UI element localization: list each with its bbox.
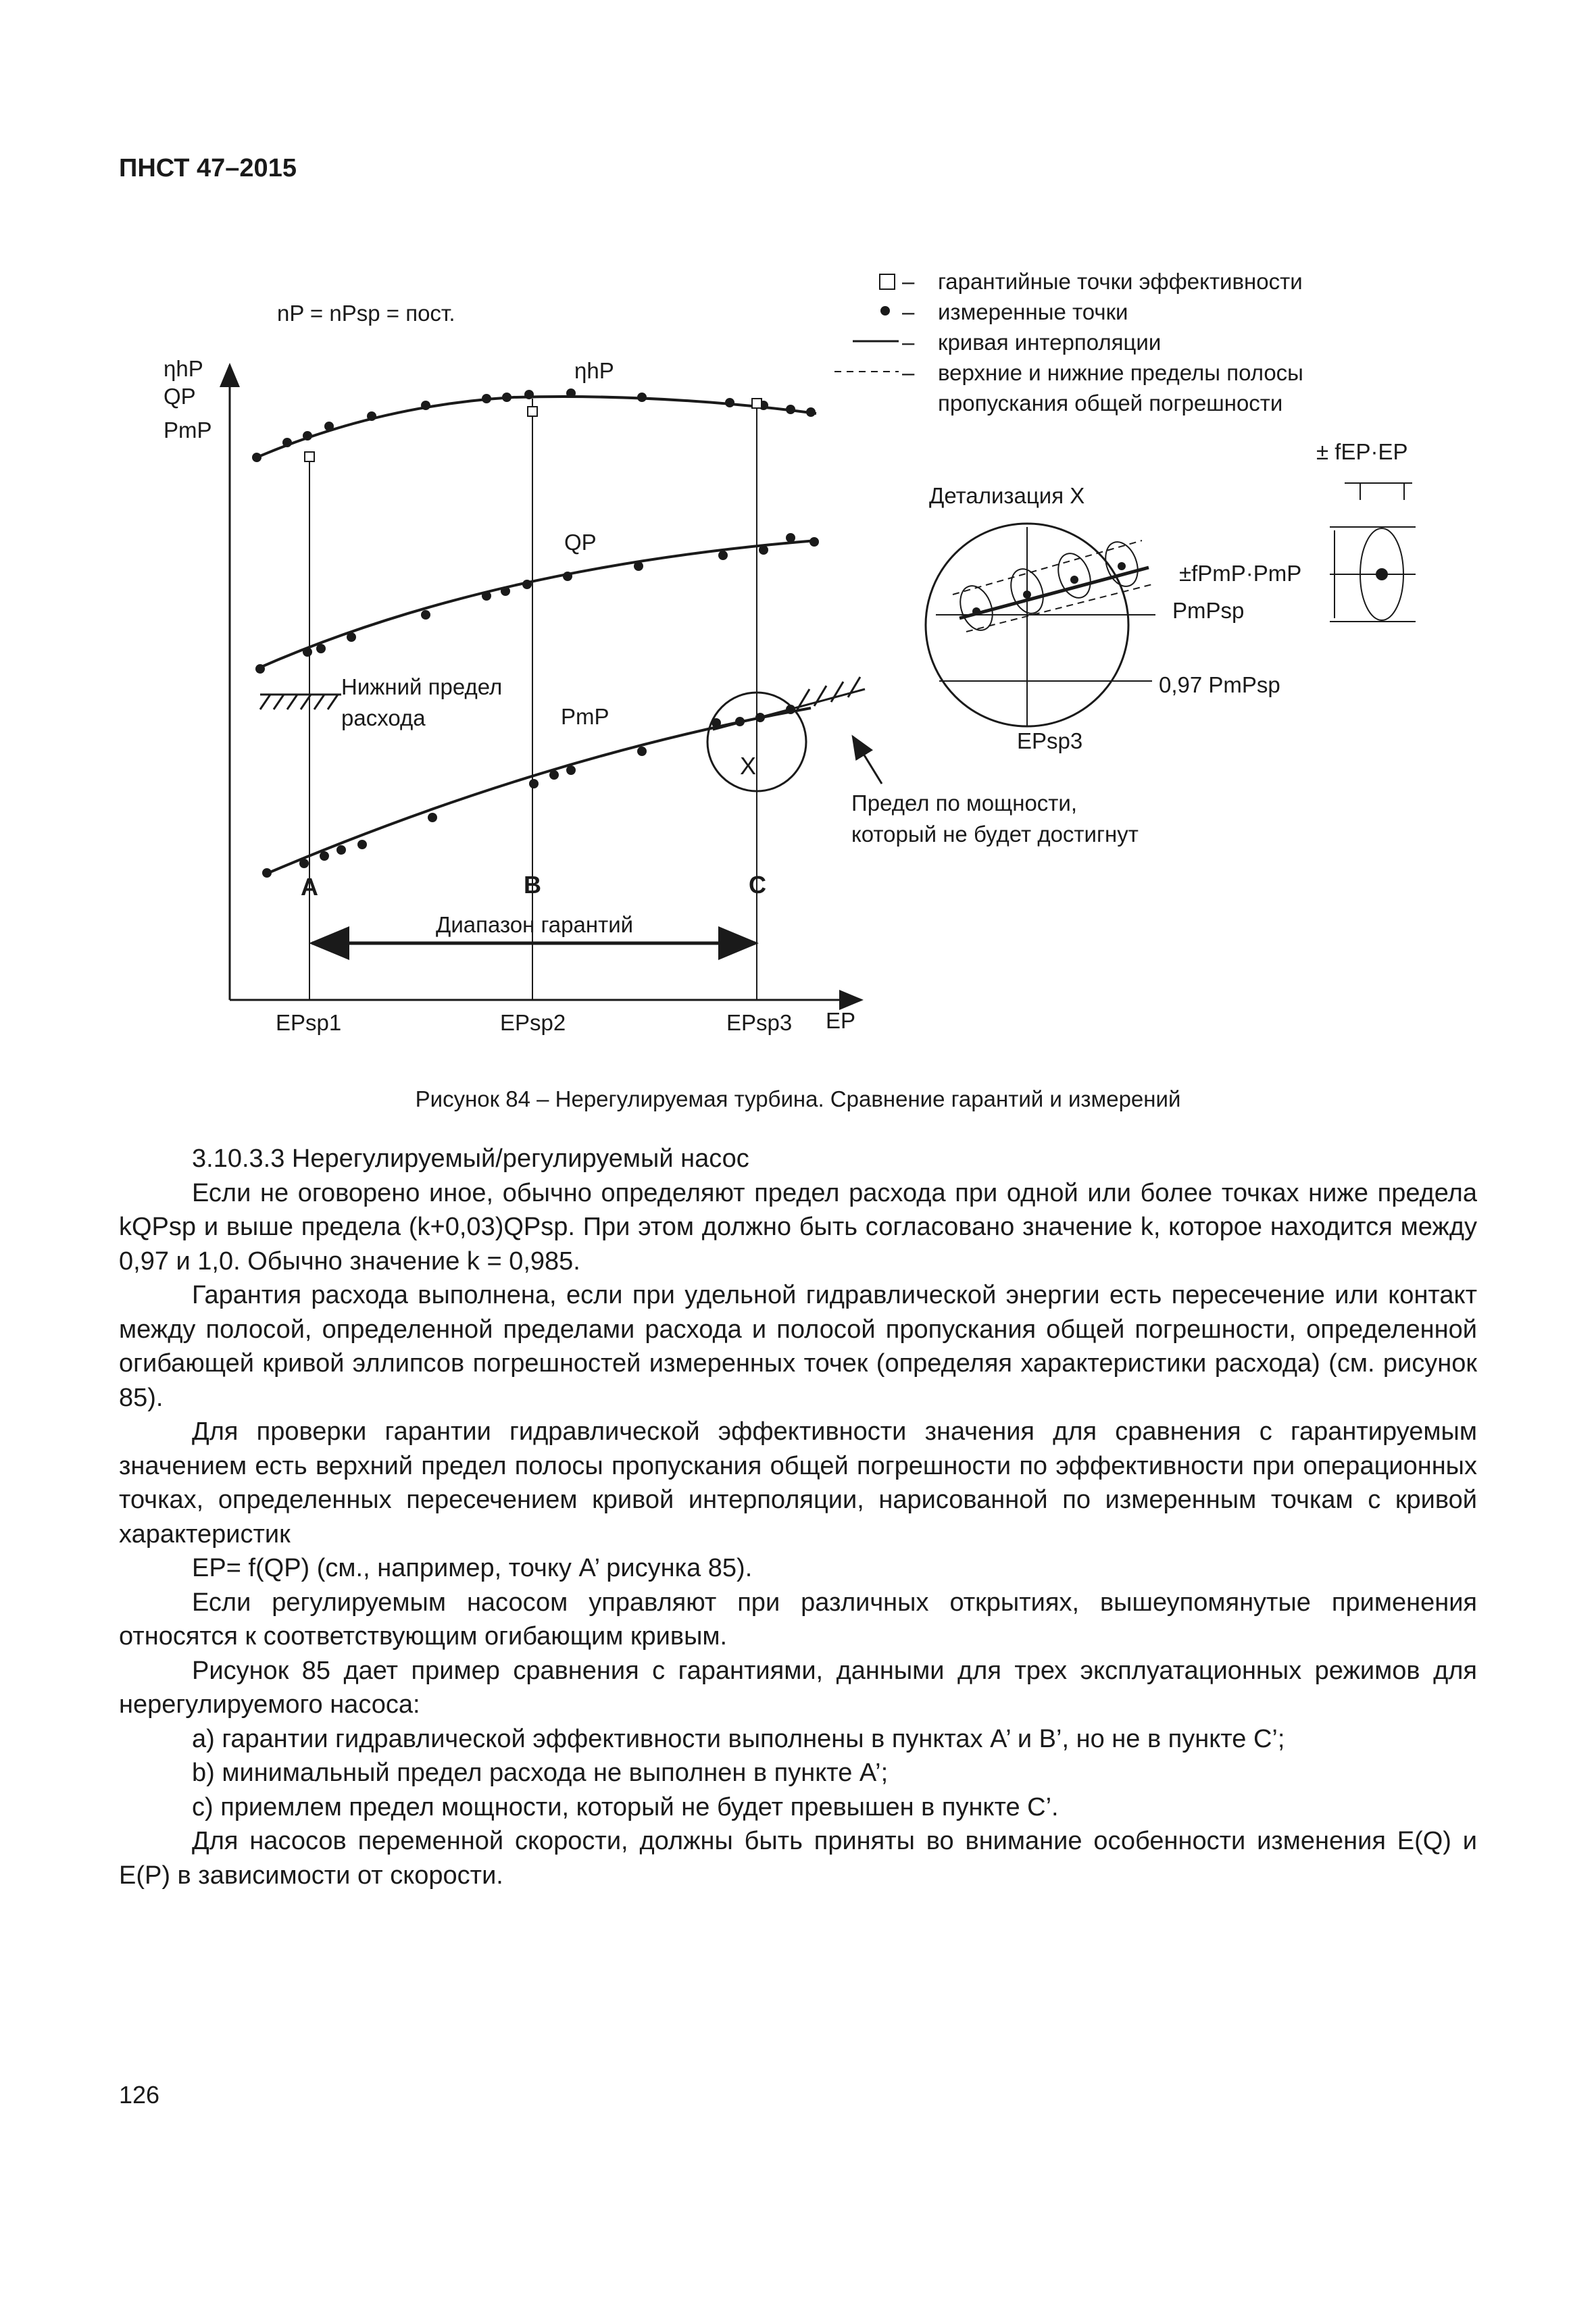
- tolerance-ellipse-view: [1316, 439, 1416, 622]
- legend-interpolation: кривая интерполяции: [938, 330, 1162, 355]
- legend-dot-icon: [880, 306, 890, 316]
- svg-text:–: –: [902, 269, 915, 294]
- body-text: [119, 1142, 1477, 1892]
- q-curve-label: QP: [564, 530, 597, 555]
- x-tick-1: EPsp1: [276, 1010, 342, 1035]
- detail-x-marker: X: [740, 752, 757, 780]
- figure-caption: Рисунок 84 – Нерегулируемая турбина. Сравнение гарантий и измерений: [415, 1086, 1181, 1111]
- section-heading: 3.10.3.3 Нерегулируемый/регулируемый насос: [192, 1145, 749, 1173]
- power-limit-label-1: Предел по мощности,: [851, 790, 1078, 815]
- point-b-label: B: [524, 871, 541, 899]
- power-limit-label-2: который не будет достигнут: [851, 822, 1139, 847]
- guarantee-range-label: Диапазон гарантий: [436, 912, 634, 937]
- point-a-label: A: [301, 873, 318, 901]
- eta-curve-label: ηhP: [574, 358, 614, 383]
- list-item: a) гарантии гидравлической эффективности выполнены в пунктах А’ и В’, но не в пункте С’;: [192, 1724, 1285, 1753]
- legend-guarantee: гарантийные точки эффективности: [938, 269, 1303, 294]
- detail-pmpsp-label: PmPsp: [1172, 598, 1245, 623]
- legend: [834, 269, 1303, 416]
- paragraph: Для насосов переменной скорости, должны быть приняты во внимание особенности изменения E(Q) и E(P) в зависимости от скорости.: [119, 1827, 1477, 1890]
- legend-band-2: пропускания общей погрешности: [938, 391, 1283, 416]
- paragraph: Для проверки гарантии гидравлической эффективности значения для сравнения с гарантируемым значением есть верхний предел полосы пропускания общей погрешности по эффективности при операционных точках, определенных пересечением кривой интерполяции, нарисованной по измеренным точкам с кривой характеристик: [119, 1417, 1477, 1549]
- detail-label: Детализация X: [929, 483, 1085, 508]
- curves: [257, 397, 816, 875]
- q-axis-label: QP: [164, 384, 196, 409]
- svg-text:–: –: [902, 330, 915, 355]
- lower-flow-limit-label-1: Нижний предел: [341, 674, 503, 699]
- detail-x-view: [926, 483, 1301, 753]
- detail-tolerance-label: ±fPmP·PmP: [1179, 561, 1302, 586]
- flow-curve: [257, 540, 816, 669]
- legend-band-1: верхние и нижние пределы полосы: [938, 360, 1303, 385]
- x-tick-3: EPsp3: [726, 1010, 793, 1035]
- list-item: b) минимальный предел расхода не выполнен в пункте А’;: [192, 1759, 889, 1787]
- lower-flow-limit-hatch: [260, 695, 341, 709]
- point-c-label: C: [749, 871, 766, 899]
- document-code: ПНСТ 47–2015: [119, 154, 297, 182]
- paragraph: Если не оговорено иное, обычно определяют предел расхода при одной или более точках ниже предела kQPsp и выше предела (k+0,03)QPsp. При этом должно быть согласовано значение k, которое находится между 0,97 и 1,0. Обычно значение k = 0,985.: [119, 1178, 1477, 1276]
- measured-points: [252, 388, 819, 878]
- axes: [230, 365, 862, 1000]
- speed-label: nP = nPsp = пост.: [277, 301, 455, 326]
- detail-epsp3-label: EPsp3: [1017, 728, 1083, 753]
- paragraph: Гарантия расхода выполнена, если при удельной гидравлической энергии есть пересечение или контакт между полосой, определенной пределами расхода и полосой пропускания общей погрешности, определенной огибающей кривой эллипсов погрешностей измеренных точек (определяя характеристики расхода) (см. рисунок 85).: [119, 1281, 1477, 1412]
- p-curve-label: PmP: [561, 704, 609, 729]
- p-axis-label: PmP: [164, 418, 212, 443]
- list-item: c) приемлем предел мощности, который не будет превышен в пункте С’.: [192, 1792, 1059, 1821]
- lower-flow-limit-label-2: расхода: [341, 705, 426, 730]
- page-number: 126: [119, 2081, 160, 2109]
- x-axis-label: EP: [826, 1008, 856, 1033]
- guide-lines: [309, 399, 757, 1000]
- x-tick-2: EPsp2: [500, 1010, 566, 1035]
- svg-text:–: –: [902, 299, 915, 324]
- figure-84: [0, 243, 1596, 1081]
- svg-text:–: –: [902, 360, 915, 385]
- paragraph: EP= f(QP) (см., например, точку А’ рисунка 85).: [192, 1554, 753, 1582]
- eta-axis-label: ηhP: [164, 356, 203, 381]
- paragraph: Если регулируемым насосом управляют при различных открытиях, вышеупомянутые применения относятся к соответствующим огибающим кривым.: [119, 1588, 1477, 1651]
- ellipse-tolerance-label: ± fEP·EP: [1316, 439, 1408, 464]
- power-limit-arrow: [853, 736, 882, 784]
- legend-square-icon: [880, 274, 895, 289]
- paragraph: Рисунок 85 дает пример сравнения с гарантиями, данными для трех эксплуатационных режимов для нерегулируемого насоса:: [119, 1656, 1477, 1719]
- detail-097-label: 0,97 PmPsp: [1159, 672, 1280, 697]
- legend-measured: измеренные точки: [938, 299, 1128, 324]
